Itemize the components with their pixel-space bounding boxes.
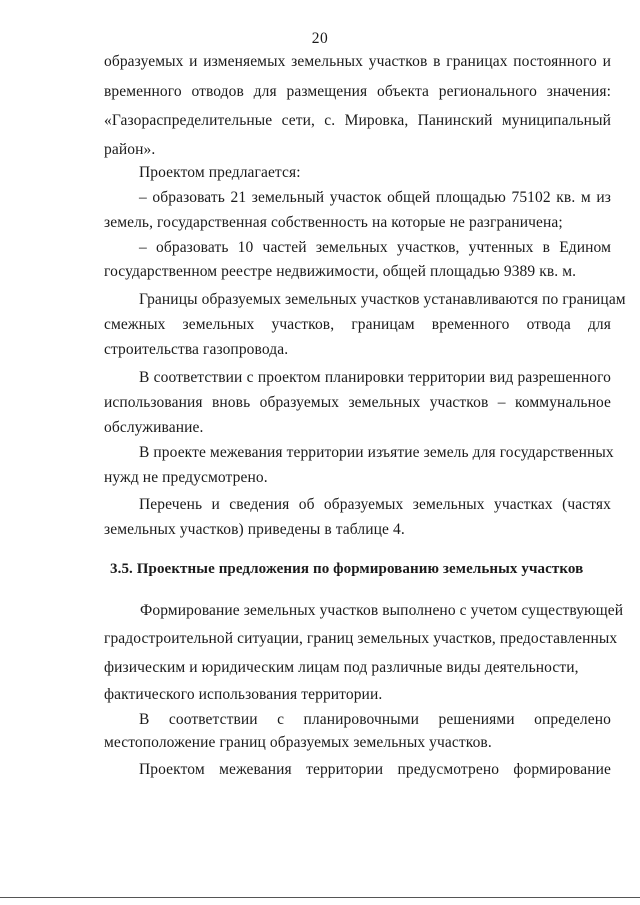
text-line: использования вновь образуемых земельных участков – коммунальное (104, 394, 611, 411)
text-line: фактического использования территории. (104, 686, 383, 703)
text-line: временного отводов для размещения объекта регионального значения: (104, 83, 611, 100)
text-line: смежных земельных участков, границам временного отвода для (104, 316, 611, 333)
page-number: 20 (311, 30, 329, 47)
page-bottom-rule (0, 897, 640, 898)
section-heading: 3.5. Проектные предложения по формированию земельных участков (110, 561, 584, 577)
text-line: Проектом предлагается: (139, 164, 301, 181)
text-line: Перечень и сведения об образуемых земельных участках (частях (139, 496, 611, 513)
text-line: земель, государственная собственность на которые не разграничена; (104, 214, 563, 231)
text-line: В соответствии с проектом планировки территории вид разрешенного (139, 369, 611, 386)
text-line: Формирование земельных участков выполнено с учетом существующей (140, 602, 624, 619)
text-line: «Газораспределительные сети, с. Мировка, Панинский муниципальный (104, 112, 611, 129)
text-line: В соответствии с планировочными решениями определено (139, 711, 611, 728)
text-line: государственном реестре недвижимости, общей площадью 9389 кв. м. (104, 263, 577, 280)
text-line: обслуживание. (104, 419, 204, 436)
text-line: земельных участков) приведены в таблице 4. (104, 521, 405, 538)
text-line: Границы образуемых земельных участков устанавливаются по границам (139, 291, 626, 308)
text-line: – образовать 10 частей земельных участков, учтенных в Едином (139, 239, 611, 256)
text-line: строительства газопровода. (104, 341, 289, 358)
text-line: Проектом межевания территории предусмотрено формирование (139, 761, 611, 778)
text-line: нужд не предусмотрено. (104, 469, 268, 486)
text-line: район». (104, 141, 156, 158)
text-line: градостроительной ситуации, границ земельных участков, предоставленных (104, 630, 618, 647)
text-line: физическим и юридическим лицам под различные виды деятельности, (104, 659, 579, 676)
text-line: образуемых и изменяемых земельных участков в границах постоянного и (104, 53, 611, 70)
text-line: местоположение границ образуемых земельных участков. (104, 734, 492, 751)
text-line: – образовать 21 земельный участок общей площадью 75102 кв. м из (139, 189, 611, 206)
text-line: В проекте межевания территории изъятие земель для государственных (139, 444, 614, 461)
